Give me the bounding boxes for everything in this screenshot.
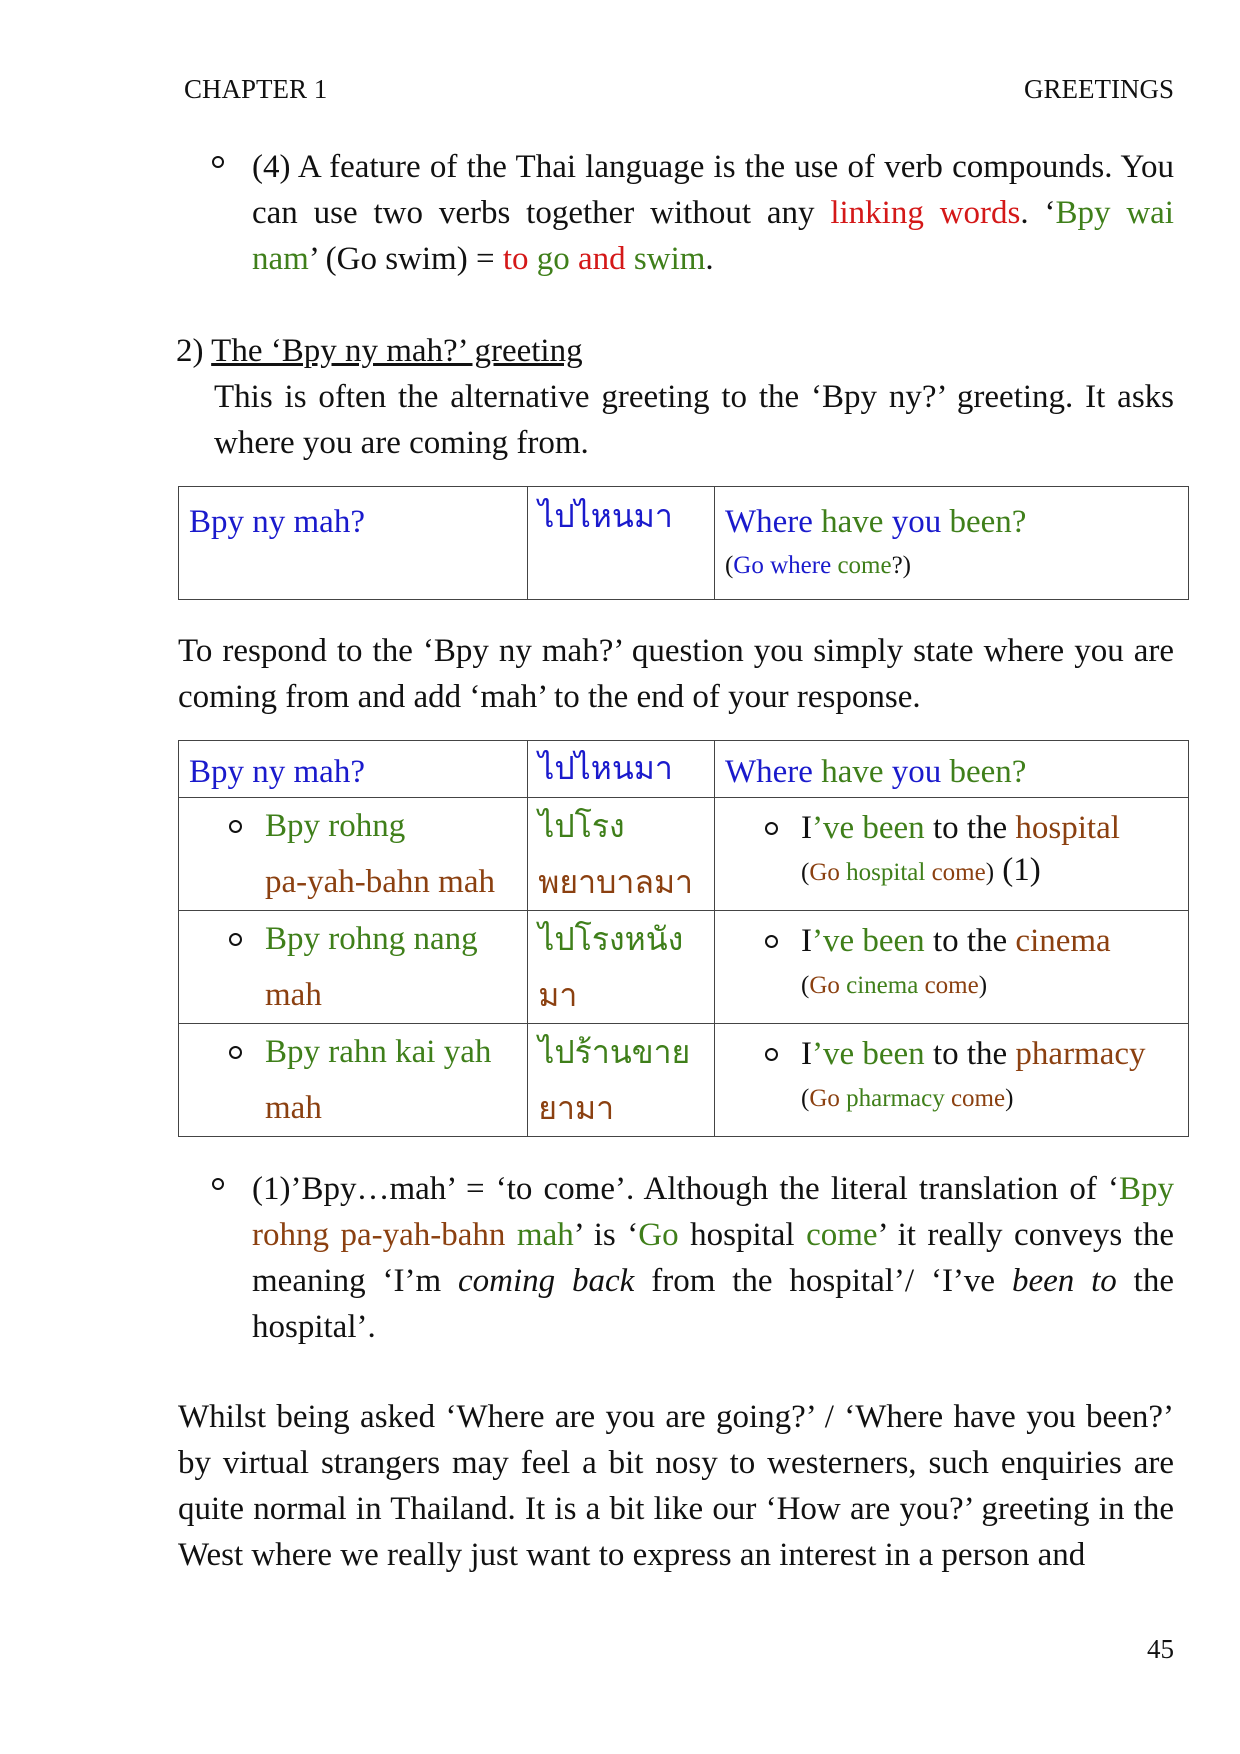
word: Go — [809, 1085, 840, 1112]
text-run: (4) A feature of the Thai language is the use of verb compounds. You can use two verbs together without any — [252, 149, 1174, 231]
bullet-circle-icon — [229, 933, 242, 946]
romanised-bullet — [179, 911, 527, 1023]
thai-text: ไปไหนมา — [538, 497, 673, 535]
bullet-circle-icon — [212, 1178, 224, 1190]
text-run: ’ (Go swim) = — [308, 241, 503, 277]
english-translation — [715, 487, 1188, 545]
english-translation — [715, 741, 1188, 795]
word: come — [931, 859, 986, 886]
paragraph-respond: To respond to the ‘Bpy ny mah?’ question you simply state where you are coming from and add ‘mah’ to the end of your response. — [178, 633, 1174, 715]
romanised-line: Bpy rahn kai yah — [265, 1034, 492, 1070]
romanised-cell — [179, 911, 528, 1024]
text-run: the hospital’. — [252, 1263, 1174, 1345]
word: ’ve been — [812, 810, 925, 846]
word: I — [801, 1036, 812, 1072]
table-row — [179, 487, 1189, 600]
romanised-bullet — [179, 1024, 527, 1136]
bullet-circle-icon — [765, 1048, 778, 1061]
bullet-circle-icon — [229, 1046, 242, 1059]
text-run: ’ is ‘ — [573, 1217, 639, 1253]
romanised-bullet — [179, 798, 527, 910]
literal-translation: (Go pharmacy come) — [801, 1085, 1014, 1112]
romanised-line: Bpy rohng nang — [265, 921, 478, 957]
responses-table — [178, 740, 1189, 1137]
word: pharmacy — [846, 1085, 945, 1112]
bullet-circle-icon — [212, 156, 224, 168]
word: cinema — [1015, 923, 1111, 959]
running-header — [184, 74, 1174, 105]
thai-cell — [528, 798, 715, 911]
word: come — [950, 1085, 1006, 1112]
highlight-to: to — [502, 241, 537, 277]
bullet-circle-icon — [765, 822, 778, 835]
thai-text — [528, 911, 714, 1023]
thai-cell — [528, 911, 715, 1024]
section-title: The ‘Bpy ny mah?’ greeting — [211, 333, 583, 369]
romanised-line: mah — [265, 1090, 322, 1126]
thai-cell — [528, 1024, 715, 1137]
english-cell — [715, 798, 1189, 911]
romanised-cell — [179, 798, 528, 911]
thai-line: ไปโรงหนัง — [538, 920, 684, 958]
word: Go — [733, 552, 764, 579]
paren: ?) — [891, 552, 911, 579]
english-bullet — [715, 1024, 1188, 1076]
thai-line: พยาบาลมา — [538, 863, 694, 901]
word: where — [770, 552, 832, 579]
word: I — [801, 810, 812, 846]
english-bullet — [715, 798, 1188, 850]
romanised-cell — [179, 1024, 528, 1137]
section-number: 2) — [176, 333, 212, 369]
romanised-line: pa-yah-bahn mah — [265, 864, 495, 900]
word: pharmacy — [1015, 1036, 1146, 1072]
emphasis-been-to: been to — [1011, 1263, 1117, 1299]
text-run: ’ it really conveys the meaning ‘I’m — [252, 1217, 1174, 1299]
word: I — [801, 923, 812, 959]
thai-cell — [528, 741, 715, 798]
bullet-verb-compounds — [218, 144, 1174, 282]
highlight-mah: mah — [516, 1217, 574, 1253]
romanised-line: Bpy rohng — [265, 808, 406, 844]
highlight-swim: swim — [633, 241, 706, 277]
highlight-bpy: Bpy — [1118, 1171, 1174, 1207]
literal-translation: (Go cinema come) — [801, 972, 988, 999]
word: Go — [809, 859, 840, 886]
word: been? — [949, 754, 1027, 790]
romanised-cell — [179, 487, 528, 600]
chapter-title: GREETINGS — [1024, 74, 1174, 104]
text-run: hospital — [678, 1217, 807, 1253]
romanised-text: Bpy ny mah? — [189, 754, 365, 790]
highlight-and: and — [569, 241, 634, 277]
word: been? — [949, 504, 1027, 540]
table-header-row — [179, 741, 1189, 798]
thai-text — [528, 1024, 714, 1136]
word: Go — [809, 972, 840, 999]
section-heading — [176, 328, 583, 374]
word: cinema — [846, 972, 919, 999]
thai-text — [528, 798, 714, 910]
romanised-cell — [179, 741, 528, 798]
footnote-ref: (1) — [994, 852, 1041, 888]
chapter-label: CHAPTER 1 — [184, 74, 328, 104]
word: you — [891, 504, 942, 540]
table-row — [179, 798, 1189, 911]
highlight-go: go — [536, 241, 570, 277]
english-cell — [715, 741, 1189, 798]
literal-translation — [715, 545, 1188, 581]
word: hospital — [1015, 810, 1120, 846]
page-number: 45 — [1147, 1634, 1174, 1664]
literal-translation: (Go hospital come) (1) — [801, 852, 1041, 888]
greeting-table — [178, 486, 1189, 600]
romanised-phrase: Bpy wai nam — [252, 195, 1174, 277]
text-run: from the hospital’/ ‘I’ve — [634, 1263, 1012, 1299]
table-row — [179, 911, 1189, 1024]
romanised-line: mah — [265, 977, 322, 1013]
english-cell — [715, 1024, 1189, 1137]
thai-line: ยามา — [538, 1089, 615, 1127]
text-run: . — [705, 241, 714, 277]
bullet-footnote — [218, 1166, 1174, 1350]
highlight-go: Go — [638, 1217, 679, 1253]
word: have — [821, 754, 884, 790]
highlight-come: come — [806, 1217, 878, 1253]
word: hospital — [846, 859, 926, 886]
romanised-text: Bpy ny mah? — [189, 504, 365, 540]
english-cell — [715, 911, 1189, 1024]
english-cell — [714, 487, 1188, 600]
word: ’ve been — [812, 1036, 925, 1072]
word: come — [924, 972, 979, 999]
word: Where — [725, 754, 813, 790]
thai-line: ไปร้านขาย — [538, 1033, 691, 1071]
thai-line: ไปโรง — [538, 807, 625, 845]
bullet-circle-icon — [229, 820, 242, 833]
table-row — [179, 1024, 1189, 1137]
word: you — [891, 754, 942, 790]
english-bullet — [715, 911, 1188, 963]
thai-text: ไปไหนมา — [538, 749, 673, 787]
word: come — [837, 552, 892, 579]
bullet-text — [252, 1166, 1174, 1350]
section-intro: This is often the alternative greeting to the ‘Bpy ny?’ greeting. It asks where you are coming from. — [214, 379, 1174, 461]
paren: ( — [724, 552, 734, 579]
bullet-circle-icon — [765, 935, 778, 948]
highlight-linking-words: linking words — [830, 195, 1021, 231]
highlight-rohng: rohng pa-yah-bahn — [252, 1217, 517, 1253]
emphasis-coming-back: coming back — [458, 1263, 635, 1299]
paragraph-closing: Whilst being asked ‘Where are you are going?’ / ‘Where have you been?’ by virtual strangers may feel a bit nosy to westerners, such enquiries are quite normal in Thailand. It is a bit like our ‘How are you?’ greeting in the West where we really just want to express an interest in a person and — [178, 1399, 1174, 1573]
text-run: (1)’Bpy…mah’ = ‘to come’. Although the literal translation of ‘ — [252, 1171, 1119, 1207]
word: Where — [724, 504, 813, 540]
text-run: . ‘ — [1020, 195, 1056, 231]
thai-line: มา — [538, 976, 578, 1014]
word: have — [821, 504, 884, 540]
word: ’ve been — [812, 923, 925, 959]
word: to the — [924, 1036, 1016, 1072]
word: to the — [924, 923, 1016, 959]
bullet-text — [252, 144, 1174, 282]
word: to the — [924, 810, 1016, 846]
thai-cell — [528, 487, 715, 600]
